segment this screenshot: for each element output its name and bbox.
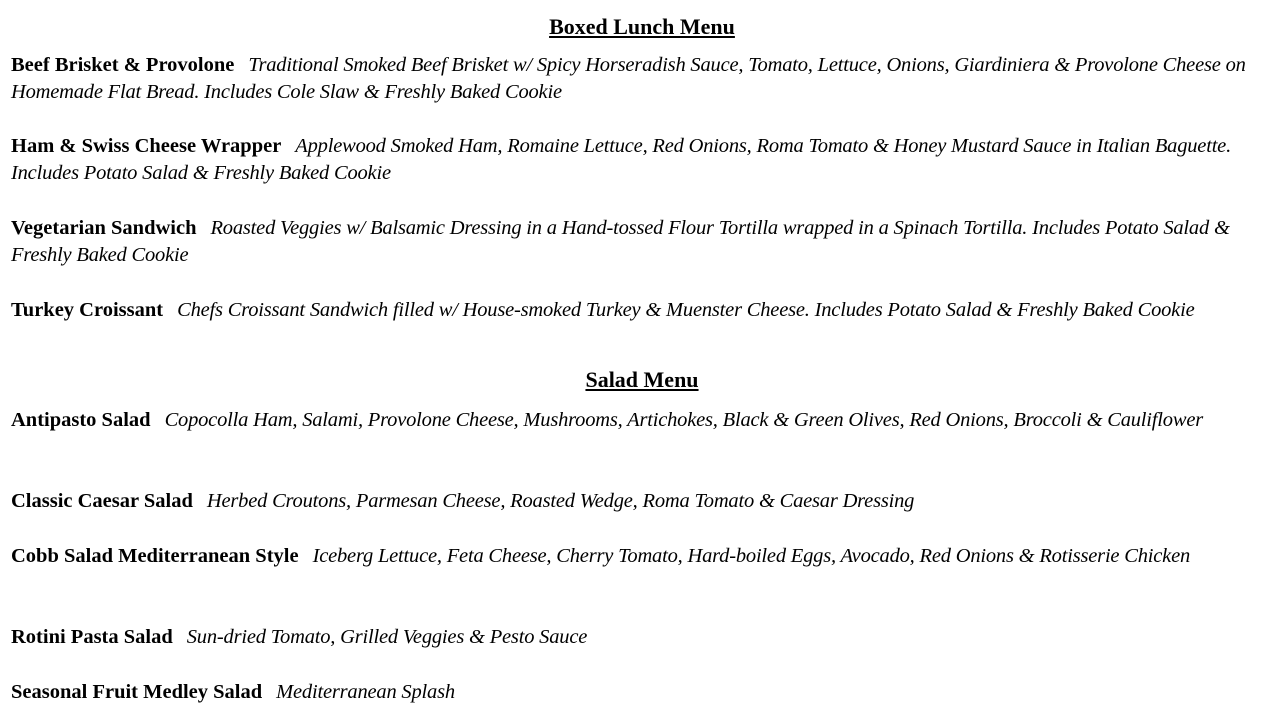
item-name: Cobb Salad Mediterranean Style xyxy=(11,545,299,567)
item-description: Herbed Croutons, Parmesan Cheese, Roasted Wedge, Roma Tomato & Caesar Dressing xyxy=(206,490,915,512)
item-name: Antipasto Salad xyxy=(11,409,151,431)
item-name: Turkey Croissant xyxy=(11,299,164,321)
item-name: Seasonal Fruit Medley Salad xyxy=(11,681,263,703)
item-name: Vegetarian Sandwich xyxy=(11,217,197,239)
menu-item-caesar-salad xyxy=(11,488,1261,515)
salad-menu-title: Salad Menu xyxy=(585,367,699,392)
boxed-lunch-title: Boxed Lunch Menu xyxy=(549,14,735,39)
menu-item-ham-swiss xyxy=(11,133,1261,187)
menu-item-rotini-pasta-salad xyxy=(11,624,1261,651)
item-description: Sun-dried Tomato, Grilled Veggies & Pesto Sauce xyxy=(186,626,588,648)
item-description: Traditional Smoked Beef Brisket w/ Spicy Horseradish Sauce, Tomato, Lettuce, Onions, Giardiniera & Provolone Cheese on Homemade Flat Bread. Includes Cole Slaw & Freshly Baked Cookie xyxy=(11,54,1246,103)
item-description: Mediterranean Splash xyxy=(276,681,455,703)
item-description: Applewood Smoked Ham, Romaine Lettuce, Red Onions, Roma Tomato & Honey Mustard Sauce in Italian Baguette. Includes Potato Salad & Freshly Baked Cookie xyxy=(11,135,1232,184)
item-description: Chefs Croissant Sandwich filled w/ House-smoked Turkey & Muenster Cheese. Includes Potato Salad & Freshly Baked Cookie xyxy=(177,299,1195,321)
menu-item-vegetarian-sandwich xyxy=(11,215,1261,269)
menu-item-antipasto-salad xyxy=(11,407,1261,434)
menu-item-fruit-medley-salad xyxy=(11,679,1261,706)
item-name: Beef Brisket & Provolone xyxy=(11,54,235,76)
item-description: Roasted Veggies w/ Balsamic Dressing in a Hand-tossed Flour Tortilla wrapped in a Spinach Tortilla. Includes Potato Salad & Freshly Baked Cookie xyxy=(11,217,1230,266)
item-description: Copocolla Ham, Salami, Provolone Cheese, Mushrooms, Artichokes, Black & Green Olives, Red Onions, Broccoli & Cauliflower xyxy=(164,409,1203,431)
item-description: Iceberg Lettuce, Feta Cheese, Cherry Tomato, Hard-boiled Eggs, Avocado, Red Onions & Rotisserie Chicken xyxy=(312,545,1191,567)
item-name: Ham & Swiss Cheese Wrapper xyxy=(11,135,282,157)
menu-item-turkey-croissant xyxy=(11,297,1261,324)
menu-item-beef-brisket xyxy=(11,52,1261,106)
item-name: Rotini Pasta Salad xyxy=(11,626,173,648)
item-name: Classic Caesar Salad xyxy=(11,490,193,512)
menu-item-cobb-salad xyxy=(11,543,1261,570)
